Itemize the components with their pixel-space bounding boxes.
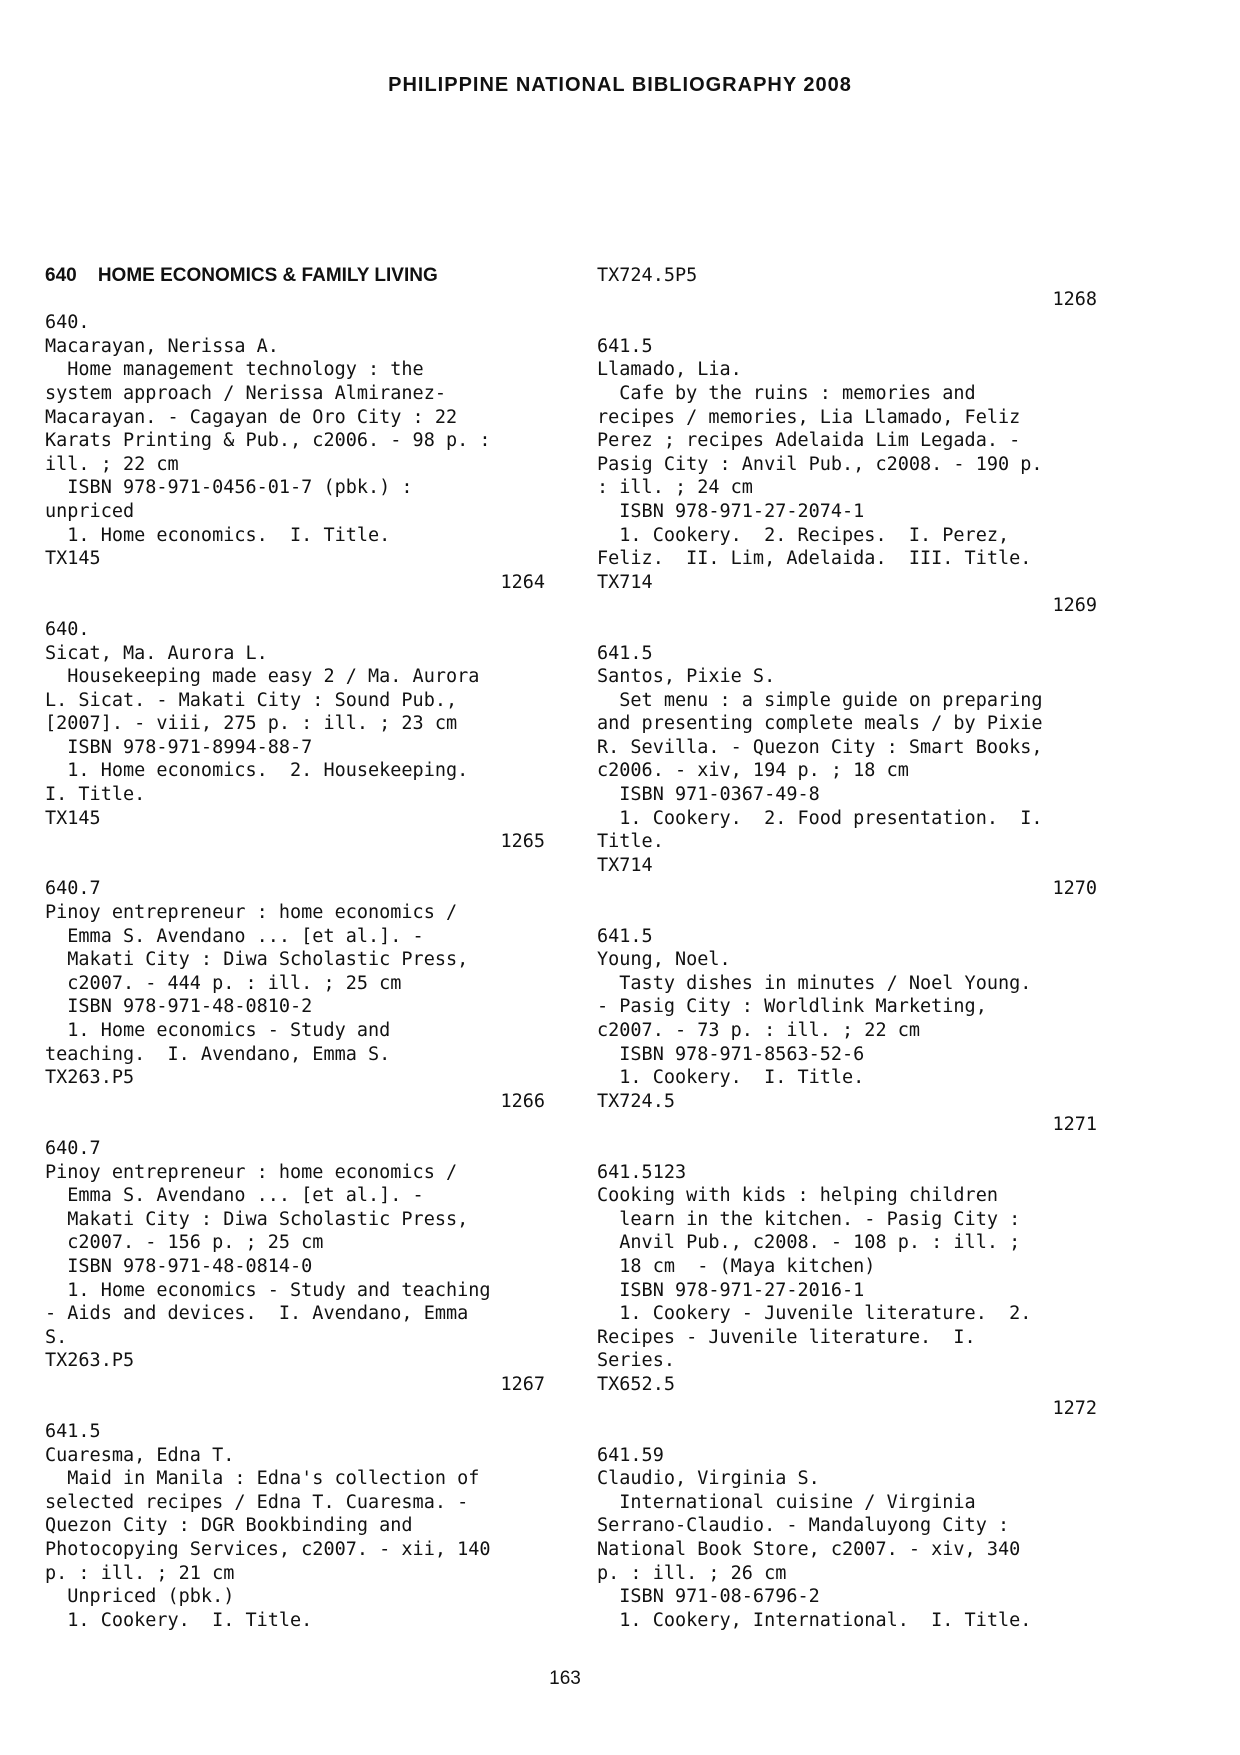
entry-line: learn in the kitchen. - Pasig City : (597, 1208, 1021, 1230)
entry-classification: 641.59 (597, 1444, 664, 1466)
entry-line: Feliz. II. Lim, Adelaida. III. Title. (597, 548, 1032, 570)
entry-line: ISBN 971-0367-49-8 (597, 784, 820, 806)
entry-line: International cuisine / Virginia (597, 1491, 976, 1513)
entry-classification: 641.5 (597, 642, 653, 664)
entry-line: Emma S. Avendano ... [et al.]. - (45, 925, 424, 947)
entry-classification: TX724.5P5 (597, 265, 698, 286)
bibliography-entry (597, 642, 1097, 925)
bibliography-entry (597, 1161, 1097, 1444)
spacer (45, 854, 545, 878)
entry-line: teaching. I. Avendano, Emma S. (45, 1043, 391, 1065)
right-entries-list (597, 264, 1097, 1632)
entry-line: [2007]. - viii, 275 p. : ill. ; 23 cm (45, 713, 458, 735)
entry-line: TX263.P5 (45, 1067, 135, 1089)
entry-classification: 640. (45, 618, 90, 640)
entry-line: Anvil Pub., c2008. - 108 p. : ill. ; (597, 1232, 1021, 1254)
entry-line: Title. (597, 831, 664, 853)
spacer (597, 311, 1097, 335)
entry-line: Tasty dishes in minutes / Noel Young. (597, 972, 1032, 994)
section-heading: 640 HOME ECONOMICS & FAMILY LIVING (45, 265, 438, 286)
entry-line: Housekeeping made easy 2 / Ma. Aurora (45, 666, 480, 688)
entry-line: selected recipes / Edna T. Cuaresma. - (45, 1491, 469, 1513)
entry-line: Claudio, Virginia S. (597, 1468, 820, 1490)
entry-line: TX714 (597, 571, 653, 593)
spacer (597, 618, 1097, 642)
entry-line: Pinoy entrepreneur : home economics / (45, 902, 458, 924)
spacer (45, 288, 545, 312)
entry-line: 18 cm - (Maya kitchen) (597, 1255, 876, 1277)
entry-line: Macarayan, Nerissa A. (45, 335, 279, 357)
entry-classification: 640.7 (45, 1137, 101, 1159)
entry-line: TX145 (45, 807, 101, 829)
entry-line: Santos, Pixie S. (597, 666, 776, 688)
entry-line: 1. Cookery. I. Title. (597, 1067, 865, 1089)
entry-line: Makati City : Diwa Scholastic Press, (45, 1208, 469, 1230)
bibliography-entry (45, 877, 545, 1137)
entry-line: 1. Cookery. 2. Recipes. I. Perez, (597, 524, 1010, 546)
entry-classification: 641.5123 (597, 1161, 687, 1183)
entry-number: 1264 (500, 571, 545, 593)
entry-line: Pinoy entrepreneur : home economics / (45, 1161, 458, 1183)
entry-line: - Pasig City : Worldlink Marketing, (597, 996, 987, 1018)
entry-number: 1265 (500, 831, 545, 853)
spacer (597, 1137, 1097, 1161)
entry-line: Photocopying Services, c2007. - xii, 140 (45, 1539, 491, 1561)
entry-line: - Aids and devices. I. Avendano, Emma (45, 1303, 469, 1325)
entry-classification: 641.5 (45, 1421, 101, 1443)
entry-line: Cafe by the ruins : memories and (597, 382, 976, 404)
entry-line: Series. (597, 1350, 675, 1372)
entry-line: Sicat, Ma. Aurora L. (45, 642, 268, 664)
entry-line: Maid in Manila : Edna's collection of (45, 1468, 480, 1490)
entry-line: 1. Cookery - Juvenile literature. 2. (597, 1303, 1032, 1325)
entry-line: Serrano-Claudio. - Mandaluyong City : (597, 1515, 1010, 1537)
entry-number: 1270 (1052, 878, 1097, 900)
entry-line: ill. ; 22 cm (45, 453, 179, 475)
entry-line: Macarayan. - Cagayan de Oro City : 22 (45, 406, 458, 428)
entry-line: ISBN 971-08-6796-2 (597, 1586, 820, 1608)
entry-classification: 640. (45, 312, 90, 334)
bibliography-entry (45, 1137, 545, 1420)
entry-number: 1271 (1052, 1114, 1097, 1136)
entry-number: 1267 (500, 1373, 545, 1395)
entry-line: TX263.P5 (45, 1350, 135, 1372)
entry-line: ISBN 978-971-8563-52-6 (597, 1043, 865, 1065)
entry-line: ISBN 978-971-27-2016-1 (597, 1279, 865, 1301)
bibliography-entry (597, 335, 1097, 642)
entry-line: 1. Cookery. 2. Food presentation. I. (597, 807, 1043, 829)
entry-line: Makati City : Diwa Scholastic Press, (45, 949, 469, 971)
bibliography-entry (597, 264, 1097, 335)
spacer (45, 594, 545, 618)
entry-line: Set menu : a simple guide on preparing (597, 689, 1043, 711)
entry-line: I. Title. (45, 784, 146, 806)
entry-line: 1. Cookery. I. Title. (45, 1609, 313, 1631)
entry-line: c2006. - xiv, 194 p. ; 18 cm (597, 760, 909, 782)
entry-line: ISBN 978-971-27-2074-1 (597, 500, 865, 522)
left-entries-list (45, 311, 545, 1632)
entry-line: S. (45, 1326, 68, 1348)
entry-line: Cooking with kids : helping children (597, 1185, 998, 1207)
bibliography-entry (45, 1420, 545, 1632)
entry-line: Pasig City : Anvil Pub., c2008. - 190 p. (597, 453, 1043, 475)
entry-line: Young, Noel. (597, 949, 731, 971)
spacer (597, 1420, 1097, 1444)
entry-line: TX714 (597, 854, 653, 876)
entry-line: ISBN 978-971-0456-01-7 (pbk.) : (45, 477, 413, 499)
entry-line: c2007. - 444 p. : ill. ; 25 cm (45, 972, 402, 994)
entry-line: 1. Home economics - Study and teaching (45, 1279, 491, 1301)
entry-line: c2007. - 156 p. ; 25 cm (45, 1232, 324, 1254)
entry-line: p. : ill. ; 21 cm (45, 1562, 235, 1584)
entry-line: 1. Cookery, International. I. Title. (597, 1609, 1032, 1631)
entry-line: TX724.5 (597, 1090, 675, 1112)
page-header-title: PHILIPPINE NATIONAL BIBLIOGRAPHY 2008 (388, 74, 852, 96)
entry-line: p. : ill. ; 26 cm (597, 1562, 787, 1584)
bibliography-entry (45, 311, 545, 618)
entry-number: 1266 (500, 1090, 545, 1112)
bibliography-entry (597, 925, 1097, 1161)
entry-line: Unpriced (pbk.) (45, 1586, 235, 1608)
entry-number: 1269 (1052, 595, 1097, 617)
spacer (45, 1113, 545, 1137)
entry-line: ISBN 978-971-8994-88-7 (45, 736, 313, 758)
entry-line: ISBN 978-971-48-0814-0 (45, 1255, 313, 1277)
entry-line: R. Sevilla. - Quezon City : Smart Books, (597, 736, 1043, 758)
entry-line: c2007. - 73 p. : ill. ; 22 cm (597, 1020, 921, 1041)
entry-line: and presenting complete meals / by Pixie (597, 713, 1043, 735)
entry-line: 1. Home economics. 2. Housekeeping. (45, 760, 469, 782)
entry-line: ISBN 978-971-48-0810-2 (45, 996, 313, 1018)
entry-line: Karats Printing & Pub., c2006. - 98 p. : (45, 430, 491, 452)
entry-line: TX145 (45, 548, 101, 570)
spacer (597, 901, 1097, 925)
bibliography-entry (597, 1444, 1097, 1633)
entry-line: Cuaresma, Edna T. (45, 1444, 235, 1466)
entry-line: Recipes - Juvenile literature. I. (597, 1326, 976, 1348)
entry-line: 1. Home economics - Study and (45, 1020, 391, 1041)
entry-number: 1268 (1052, 288, 1097, 310)
entry-line: system approach / Nerissa Almiranez- (45, 382, 446, 404)
entry-classification: 641.5 (597, 925, 653, 947)
entry-line: Perez ; recipes Adelaida Lim Legada. - (597, 430, 1021, 452)
entry-line: Quezon City : DGR Bookbinding and (45, 1515, 413, 1537)
entry-line: 1. Home economics. I. Title. (45, 524, 391, 546)
entry-line: National Book Store, c2007. - xiv, 340 (597, 1539, 1021, 1561)
entry-classification: 641.5 (597, 335, 653, 357)
entry-classification: 640.7 (45, 878, 101, 900)
entry-line: L. Sicat. - Makati City : Sound Pub., (45, 689, 458, 711)
right-column (597, 264, 1097, 1632)
entry-line: Llamado, Lia. (597, 359, 742, 381)
left-column (45, 264, 545, 1632)
entry-line: TX652.5 (597, 1373, 675, 1395)
entry-number: 1272 (1052, 1397, 1097, 1419)
entry-line: recipes / memories, Lia Llamado, Feliz (597, 406, 1021, 428)
page-number: 163 (549, 1668, 581, 1689)
entry-line: : ill. ; 24 cm (597, 477, 753, 499)
entry-line: unpriced (45, 500, 135, 522)
bibliography-entry (45, 618, 545, 878)
entry-line: Home management technology : the (45, 359, 424, 381)
spacer (45, 1397, 545, 1421)
entry-line: Emma S. Avendano ... [et al.]. - (45, 1185, 424, 1207)
